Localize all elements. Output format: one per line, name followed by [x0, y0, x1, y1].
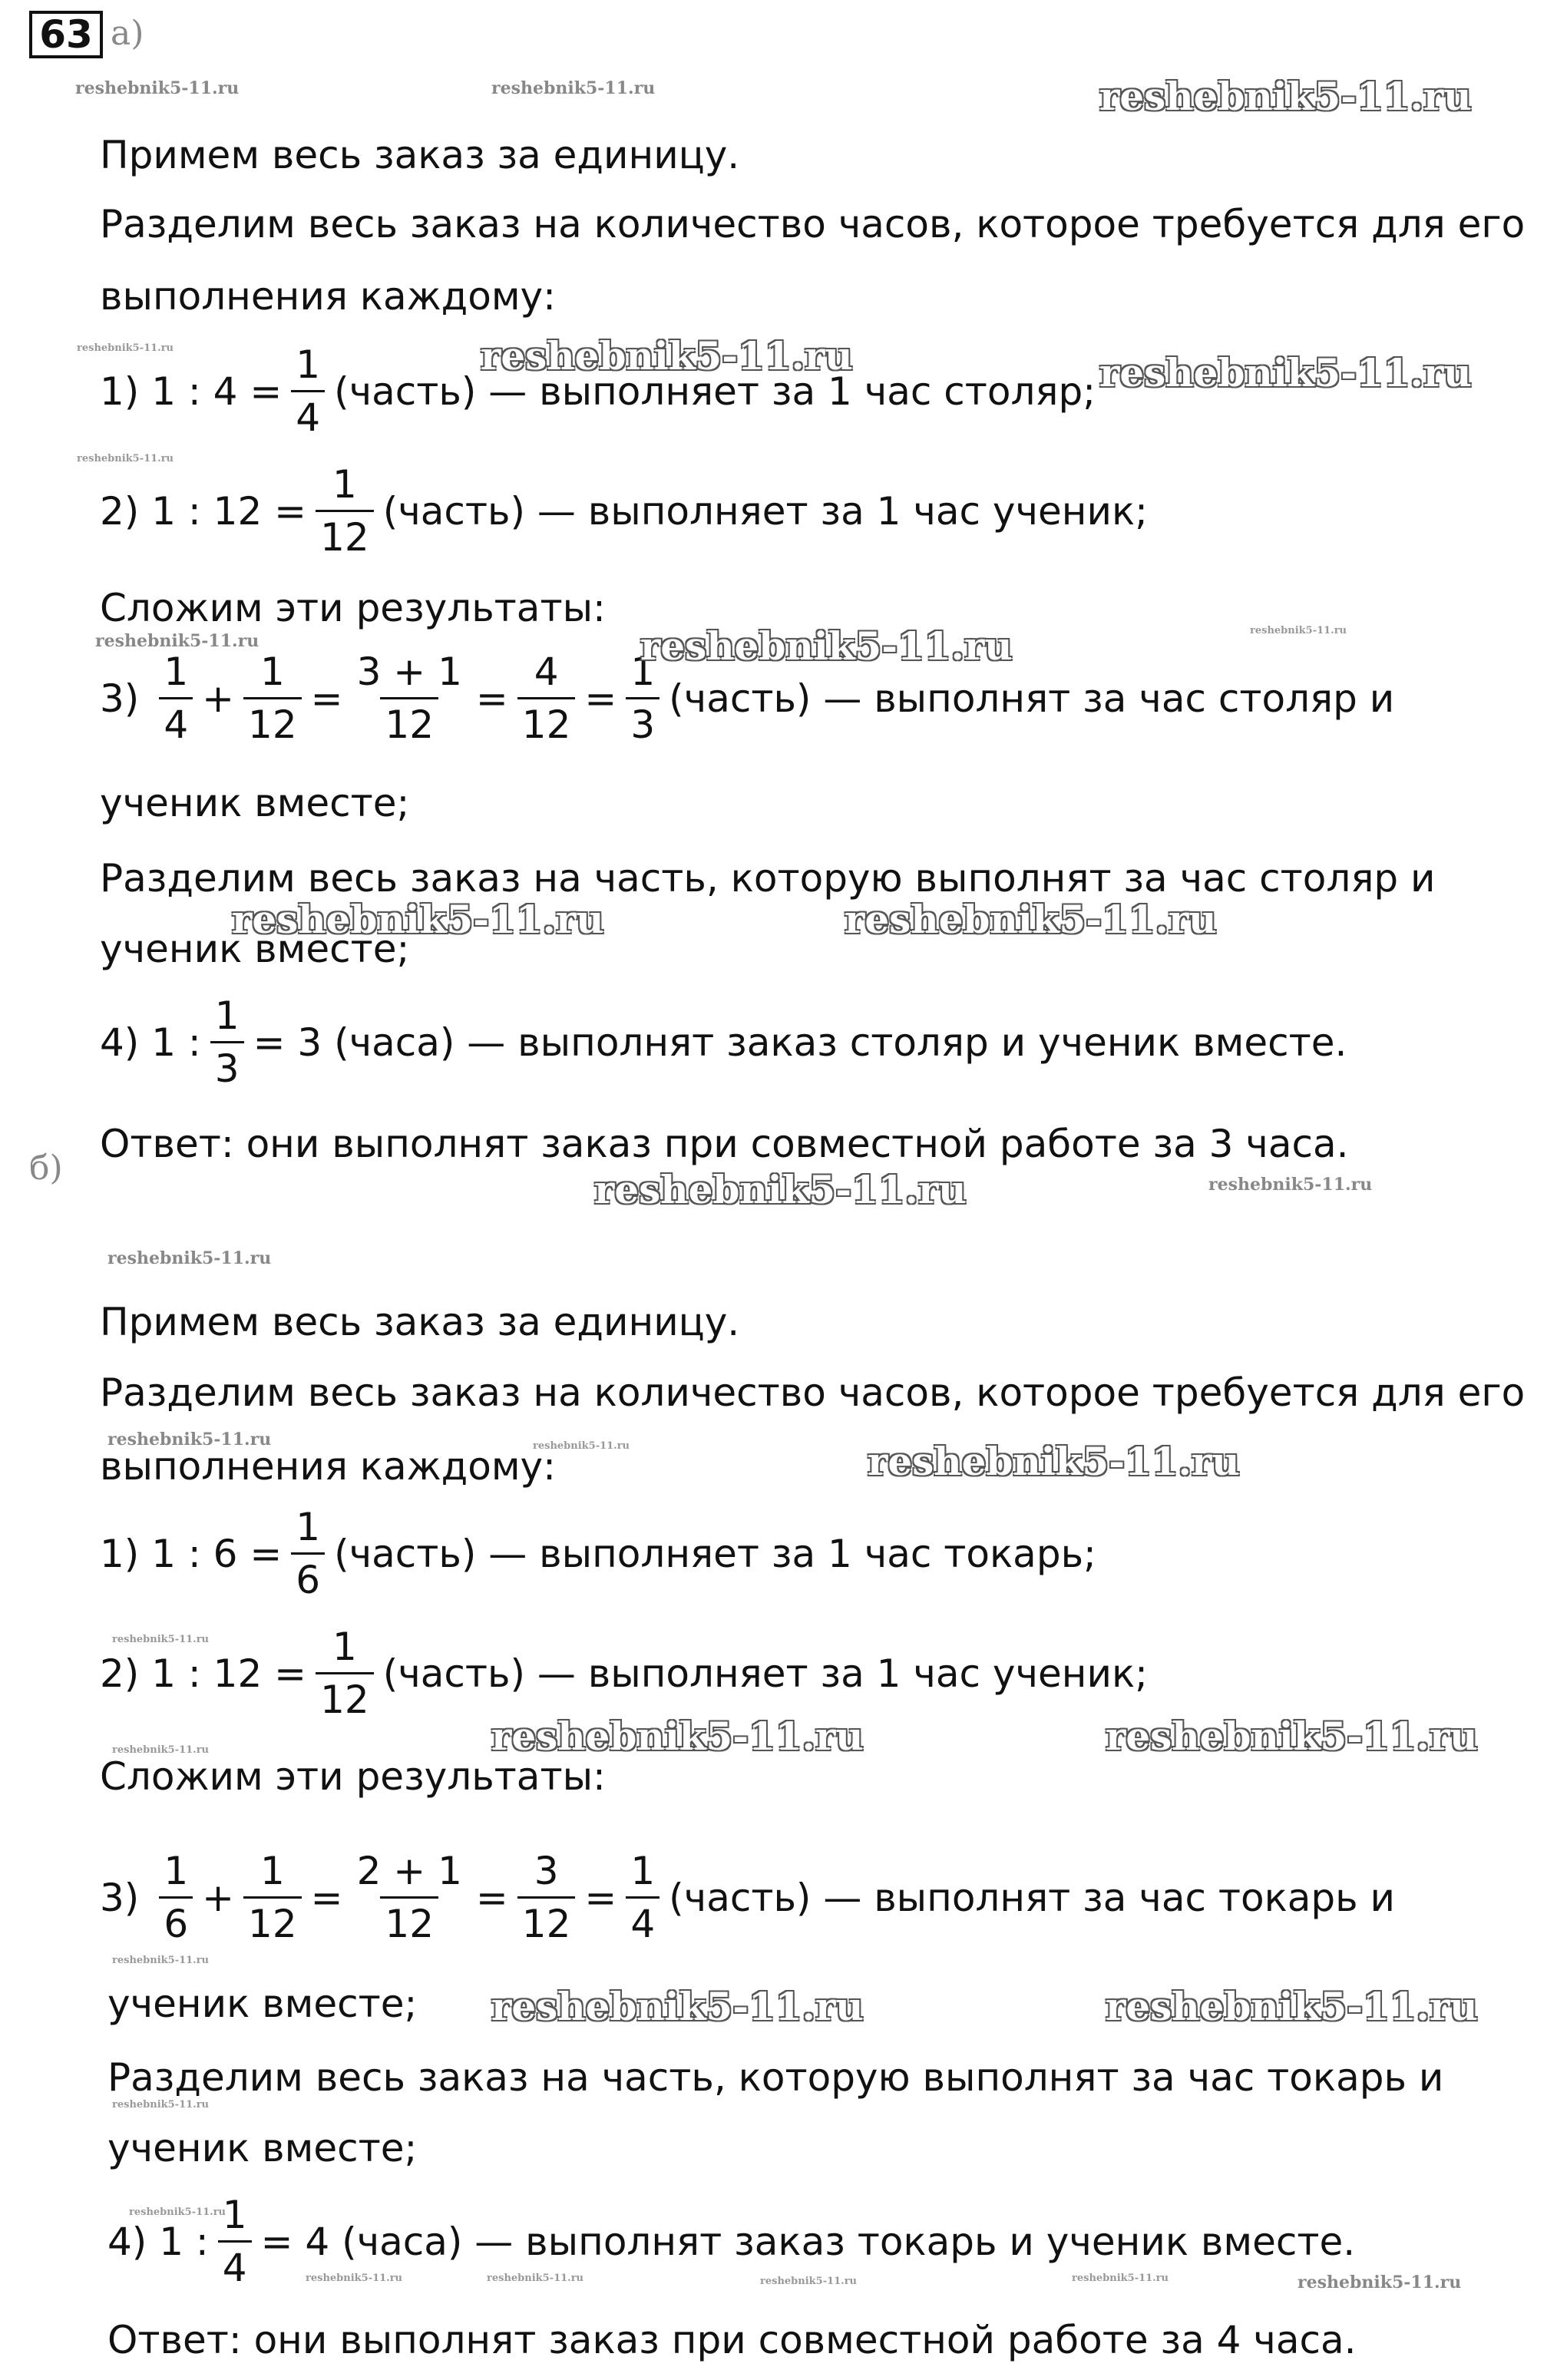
watermark: reshebnik5-11.ru	[481, 333, 853, 378]
numerator: 1	[260, 650, 285, 694]
watermark: reshebnik5-11.ru	[112, 2099, 210, 2111]
numerator: 3	[534, 1849, 559, 1893]
fraction-2	[243, 1849, 302, 1946]
fraction	[210, 993, 244, 1091]
part-b-label: б)	[29, 1149, 63, 1188]
part-a-step3-cont: ученик вместе;	[100, 781, 410, 825]
step-prefix: 1) 1 : 6 =	[100, 1531, 283, 1576]
denominator: 6	[291, 1552, 325, 1599]
watermark: reshebnik5-11.ru	[491, 1714, 864, 1759]
watermark: reshebnik5-11.ru	[107, 1430, 272, 1449]
watermark: reshebnik5-11.ru	[112, 1955, 210, 1966]
fraction	[291, 1505, 325, 1602]
step-prefix: 2) 1 : 12 =	[100, 1651, 307, 1696]
watermark: reshebnik5-11.ru	[491, 78, 656, 98]
fraction-3	[352, 650, 467, 747]
denominator: 12	[380, 697, 438, 744]
numerator: 4	[534, 650, 559, 694]
denominator: 12	[243, 1896, 302, 1943]
step-prefix: 3)	[100, 1875, 140, 1920]
watermark: reshebnik5-11.ru	[95, 631, 260, 651]
step-prefix: 2) 1 : 12 =	[100, 488, 307, 534]
fraction-4	[517, 1849, 576, 1946]
part-a-intro: Примем весь заказ за единицу.	[100, 133, 740, 177]
equals-sign: =	[475, 676, 508, 721]
fraction-1	[159, 650, 193, 747]
watermark: reshebnik5-11.ru	[533, 1440, 630, 1452]
watermark: reshebnik5-11.ru	[640, 623, 1013, 669]
step-suffix: = 4 (часа) — выполнят заказ токарь и ученик вместе.	[260, 2219, 1356, 2264]
part-a-divide-line1: Разделим весь заказ на количество часов, которое требуется для его	[100, 202, 1526, 246]
part-b-divide2-line1: Разделим весь заказ на часть, которую выполнят за час токарь и	[107, 2055, 1444, 2100]
equals-sign: =	[584, 676, 617, 721]
watermark: reshebnik5-11.ru	[112, 1744, 210, 1756]
part-b-step3	[100, 1849, 1396, 1946]
watermark: reshebnik5-11.ru	[491, 1984, 864, 2029]
part-a-divide2-line2: ученик вместе;	[100, 927, 410, 971]
step-suffix: (часть) — выполнят за час столяр и	[669, 676, 1395, 721]
numerator: 1	[164, 650, 189, 694]
plus-sign: +	[202, 1875, 235, 1920]
watermark: reshebnik5-11.ru	[306, 2273, 403, 2284]
watermark: reshebnik5-11.ru	[845, 897, 1217, 942]
step-suffix: (часть) — выполняет за 1 час столяр;	[334, 369, 1096, 414]
watermark: reshebnik5-11.ru	[1298, 2273, 1462, 2292]
denominator: 4	[626, 1896, 659, 1943]
numerator: 1	[222, 2193, 247, 2237]
numerator: 1	[260, 1849, 285, 1893]
watermark: reshebnik5-11.ru	[112, 1634, 210, 1645]
denominator: 4	[291, 390, 325, 437]
part-b-step2	[100, 1625, 1149, 1722]
watermark: reshebnik5-11.ru	[129, 2206, 226, 2218]
part-b-answer: Ответ: они выполнят заказ при совместной работе за 4 часа.	[107, 2318, 1357, 2362]
watermark: reshebnik5-11.ru	[1099, 350, 1472, 395]
denominator: 12	[380, 1896, 438, 1943]
equals-sign: =	[475, 1875, 508, 1920]
fraction-1	[159, 1849, 193, 1946]
watermark: reshebnik5-11.ru	[107, 1248, 272, 1268]
watermark: reshebnik5-11.ru	[487, 2273, 584, 2284]
numerator: 1	[296, 1505, 321, 1549]
equals-sign: =	[310, 676, 343, 721]
denominator: 3	[626, 697, 659, 744]
fraction	[316, 462, 374, 560]
numerator: 1	[214, 993, 240, 1038]
denominator: 12	[517, 1896, 576, 1943]
part-a-label: а)	[111, 14, 144, 53]
step-suffix: (часть) — выполняет за 1 час ученик;	[382, 1651, 1149, 1696]
numerator: 2 + 1	[356, 1849, 462, 1893]
part-b-step3-cont: ученик вместе;	[107, 1982, 418, 2026]
numerator: 3 + 1	[356, 650, 462, 694]
watermark: reshebnik5-11.ru	[760, 2276, 858, 2287]
numerator: 1	[296, 342, 321, 387]
denominator: 12	[316, 510, 374, 557]
denominator: 6	[159, 1896, 193, 1943]
numerator: 1	[164, 1849, 189, 1893]
part-a-divide-line2: выполнения каждому:	[100, 274, 556, 319]
watermark: reshebnik5-11.ru	[77, 342, 174, 354]
watermark: reshebnik5-11.ru	[1106, 1714, 1478, 1759]
part-a-step2	[100, 462, 1149, 560]
watermark: reshebnik5-11.ru	[594, 1167, 967, 1212]
watermark: reshebnik5-11.ru	[1208, 1175, 1373, 1195]
watermark: reshebnik5-11.ru	[77, 453, 174, 464]
fraction-2	[243, 650, 302, 747]
step-suffix: (часть) — выполнят за час токарь и	[669, 1875, 1396, 1920]
fraction-4	[517, 650, 576, 747]
watermark: reshebnik5-11.ru	[75, 78, 240, 98]
watermark: reshebnik5-11.ru	[232, 897, 604, 942]
step-prefix: 4) 1 :	[107, 2219, 209, 2264]
step-suffix: (часть) — выполняет за 1 час токарь;	[334, 1531, 1096, 1576]
numerator: 1	[630, 1849, 656, 1893]
part-b-divide-line1: Разделим весь заказ на количество часов, которое требуется для его	[100, 1370, 1526, 1415]
problem-number: 63	[29, 11, 103, 58]
step-prefix: 1) 1 : 4 =	[100, 369, 283, 414]
watermark: reshebnik5-11.ru	[1072, 2273, 1169, 2284]
watermark: reshebnik5-11.ru	[868, 1439, 1240, 1484]
part-a-sum-label: Сложим эти результаты:	[100, 586, 606, 630]
denominator: 12	[243, 697, 302, 744]
watermark: reshebnik5-11.ru	[1099, 74, 1472, 119]
denominator: 3	[210, 1041, 244, 1088]
fraction-3	[352, 1849, 467, 1946]
step-suffix: = 3 (часа) — выполнят заказ столяр и ученик вместе.	[253, 1020, 1347, 1065]
part-a-divide2-line1: Разделим весь заказ на часть, которую выполнят за час столяр и	[100, 856, 1436, 901]
denominator: 4	[218, 2240, 252, 2287]
part-b-intro: Примем весь заказ за единицу.	[100, 1300, 740, 1344]
numerator: 1	[332, 1625, 357, 1669]
part-b-step1	[100, 1505, 1096, 1602]
step-suffix: (часть) — выполняет за 1 час ученик;	[382, 488, 1149, 534]
denominator: 12	[316, 1672, 374, 1719]
part-a-step4	[100, 993, 1347, 1091]
equals-sign: =	[310, 1875, 343, 1920]
step-prefix: 3)	[100, 676, 140, 721]
numerator: 1	[630, 650, 656, 694]
watermark: reshebnik5-11.ru	[1250, 625, 1347, 636]
fraction	[291, 342, 325, 440]
part-b-divide-line2: выполнения каждому:	[100, 1444, 556, 1489]
fraction	[316, 1625, 374, 1722]
denominator: 4	[159, 697, 193, 744]
denominator: 12	[517, 697, 576, 744]
step-prefix: 4) 1 :	[100, 1020, 201, 1065]
part-b-sum-label: Сложим эти результаты:	[100, 1754, 606, 1799]
numerator: 1	[332, 462, 357, 507]
part-a-answer: Ответ: они выполнят заказ при совместной работе за 3 часа.	[100, 1122, 1349, 1166]
fraction-5	[626, 1849, 659, 1946]
plus-sign: +	[202, 676, 235, 721]
equals-sign: =	[584, 1875, 617, 1920]
part-b-divide2-line2: ученик вместе;	[107, 2126, 418, 2170]
watermark: reshebnik5-11.ru	[1106, 1984, 1478, 2029]
